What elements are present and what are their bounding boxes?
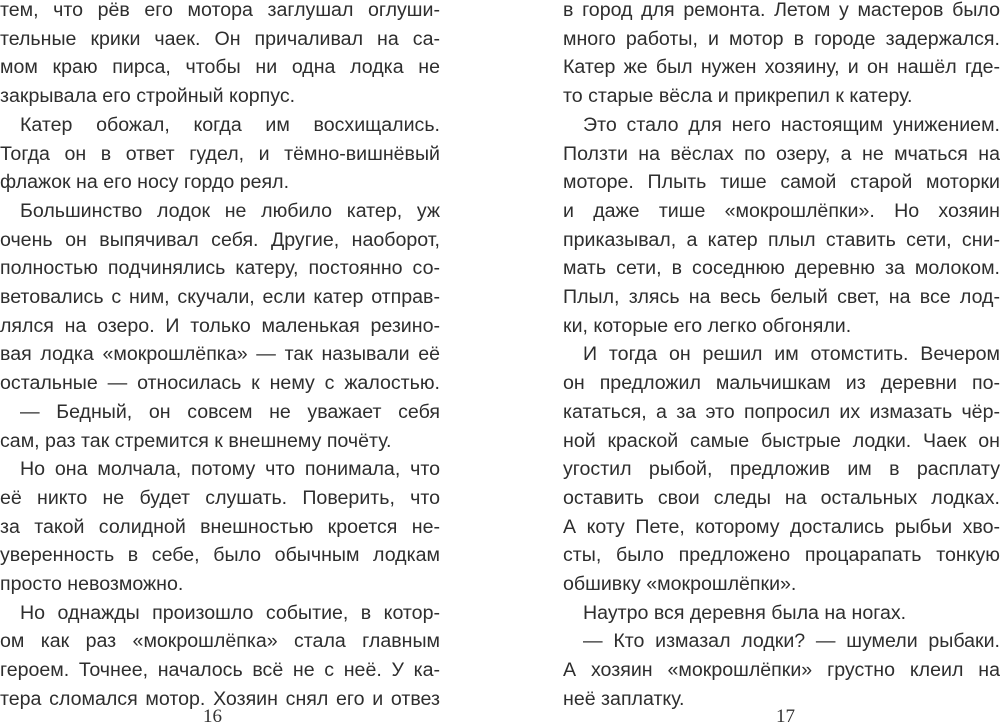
text-line: тера сломался мотор. Хозяин снял его и отвез	[0, 687, 440, 710]
text-line: и даже тише «мокрошлёпки». Но хозяин	[563, 199, 1000, 222]
text-line: тем, что рёв его мотора заглушал оглуши-	[0, 0, 440, 21]
text-line: остальные — относилась к нему с жалостью.	[0, 372, 440, 395]
page-number: 17	[776, 706, 795, 727]
text-line: приказывал, а катер плыл ставить сети, сни-	[563, 228, 1000, 251]
text-line: неё заплатку.	[563, 687, 685, 710]
text-line: ки, которые его легко обгоняли.	[563, 314, 852, 337]
text-line: за такой солидной внешностью кроется не-	[0, 515, 440, 538]
text-line: закрывала его стройный корпус.	[0, 85, 296, 108]
text-line: А хозяин «мокрошлёпки» грустно клеил на	[563, 659, 1000, 682]
text-line: оставить свои следы на остальных лодках.	[563, 486, 1000, 509]
text-line: в город для ремонта. Летом у мастеров было	[563, 0, 1000, 21]
text-line: Ползти на вёслах по озеру, а не мчаться на	[563, 142, 1000, 165]
text-line: обшивку «мокрошлёпки».	[563, 573, 797, 595]
text-line: Тогда он в ответ гудел, и тёмно-вишнёвый	[0, 142, 440, 165]
text-line: то старые вёсла и прикрепил к катеру.	[563, 85, 913, 108]
text-line: Это стало для него настоящим унижением.	[583, 113, 1000, 136]
text-line: ветовались с ним, скучали, если катер отправ-	[0, 286, 440, 308]
text-line: флажок на его носу гордо реял.	[0, 171, 290, 194]
page-number: 16	[203, 706, 222, 727]
text-line: сты, было предложено процарапать тонкую	[563, 544, 1000, 567]
text-line: Плыл, злясь на весь белый свет, на все лод-	[563, 286, 1000, 308]
text-line: — Кто измазал лодки? — шумели рыбаки.	[583, 630, 1000, 653]
text-line: сам, раз так стремится к внешнему почёту.	[0, 429, 392, 452]
text-line: угостил рыбой, предложив им в расплату	[563, 458, 1000, 481]
text-line: Катер обожал, когда им восхищались.	[20, 113, 440, 136]
text-line: Но однажды произошло событие, в котор-	[20, 601, 440, 624]
text-line: А коту Пете, которому достались рыбьи хво-	[563, 515, 1000, 538]
text-line: ной краской самые быстрые лодки. Чаек он	[563, 429, 1000, 452]
text-line: мом краю пирса, чтобы ни одна лодка не	[0, 56, 440, 79]
text-line: кататься, а за это попросил их измазать чёр-	[563, 400, 1000, 423]
text-line: он предложил мальчишкам из деревни по-	[563, 372, 1000, 395]
text-line: И тогда он решил им отомстить. Вечером	[583, 343, 1000, 366]
text-line: тельные крики чаек. Он причаливал на са-	[0, 27, 440, 50]
text-line: ом как раз «мокрошлёпка» стала главным	[0, 630, 440, 653]
text-line: её никто не будет слушать. Поверить, что	[0, 486, 440, 509]
text-line: мать сети, в соседнюю деревню за молоком.	[563, 257, 1000, 280]
text-line: полностью подчинялись катеру, постоянно со-	[0, 257, 440, 280]
text-line: Катер же был нужен хозяину, и он нашёл где-	[563, 56, 1000, 79]
text-line: Но она молчала, потому что понимала, что	[20, 458, 440, 481]
text-line: много работы, и мотор в городе задержался.	[563, 27, 1000, 50]
text-line: — Бедный, он совсем не уважает себя	[20, 400, 440, 423]
text-line: героем. Точнее, началось всё не с неё. У ка-	[0, 659, 440, 682]
text-line: вая лодка «мокрошлёпка» — так называли её	[0, 343, 440, 366]
text-line: уверенность в себе, было обычным лодкам	[0, 544, 440, 567]
text-line: Наутро вся деревня была на ногах.	[583, 601, 907, 624]
text-line: лялся на озеро. И только маленькая резино-	[0, 314, 440, 337]
text-line: просто невозможно.	[0, 573, 184, 595]
text-line: очень он выпячивал себя. Другие, наоборот,	[0, 228, 440, 251]
text-line: моторе. Плыть тише самой старой моторки	[563, 171, 1000, 194]
text-line: Большинство лодок не любило катер, уж	[20, 199, 440, 222]
